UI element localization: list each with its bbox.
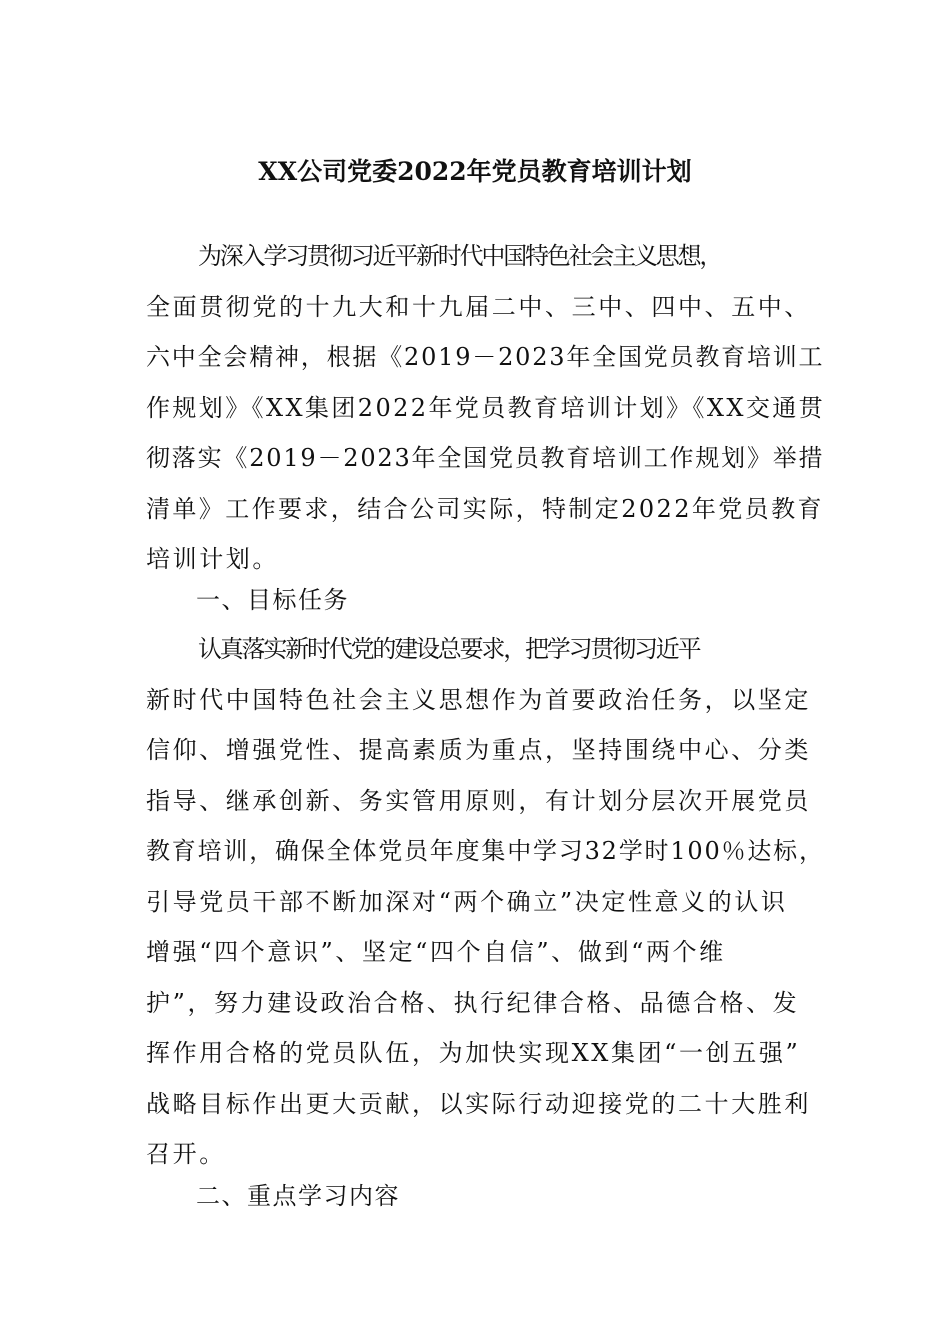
intro-line: 彻落实《2019－2023年全国党员教育培训工作规划》举措 bbox=[146, 444, 825, 472]
goals-line: 召开。 bbox=[146, 1140, 226, 1168]
section-heading-content: 二、重点学习内容 bbox=[196, 1182, 400, 1210]
goals-line: 指导、继承创新、务实管用原则，有计划分层次开展党员 bbox=[146, 786, 811, 815]
intro-line: 为深入学习贯彻习近平新时代中国特色社会主义思想， bbox=[198, 242, 722, 270]
goals-line: 新时代中国特色社会主义思想作为首要政治任务，以坚定 bbox=[146, 685, 811, 714]
goals-paragraph bbox=[146, 624, 826, 1180]
intro-line: 清单》工作要求，结合公司实际，特制定2022年党员教育 bbox=[146, 494, 824, 523]
goals-line: 信仰、增强党性、提高素质为重点，坚持围绕中心、分类 bbox=[146, 736, 811, 764]
intro-line: 全面贯彻党的十九大和十九届二中、三中、四中、五中、 bbox=[146, 292, 811, 321]
intro-paragraph bbox=[146, 231, 826, 585]
intro-line: 作规划》《XX集团2022年党员教育培训计划》《XX交通贯 bbox=[146, 393, 826, 422]
goals-line: 挥作用合格的党员队伍，为加快实现XX集团“一创五强” bbox=[146, 1039, 801, 1067]
goals-line: 护”，努力建设政治合格、执行纪律合格、品德合格、发 bbox=[146, 988, 800, 1017]
goals-line: 认真落实新时代党的建设总要求，把学习贯彻习近平 bbox=[198, 635, 700, 663]
goals-line: 引导党员干部不断加深对“两个确立”决定性意义的认识 bbox=[146, 887, 788, 916]
goals-line: 增强“四个意识”、坚定“四个自信”、做到“两个维 bbox=[146, 938, 726, 966]
goals-line: 教育培训，确保全体党员年度集中学习32学时100％达标， bbox=[146, 837, 825, 865]
intro-line: 培训计划。 bbox=[146, 545, 279, 573]
document-title: XX公司党委2022年党员教育培训计划 bbox=[258, 157, 692, 186]
goals-line: 战略目标作出更大贡献，以实际行动迎接党的二十大胜利 bbox=[146, 1089, 811, 1118]
section-heading-goals: 一、目标任务 bbox=[196, 586, 349, 614]
intro-line: 六中全会精神，根据《2019－2023年全国党员教育培训工 bbox=[146, 343, 825, 371]
